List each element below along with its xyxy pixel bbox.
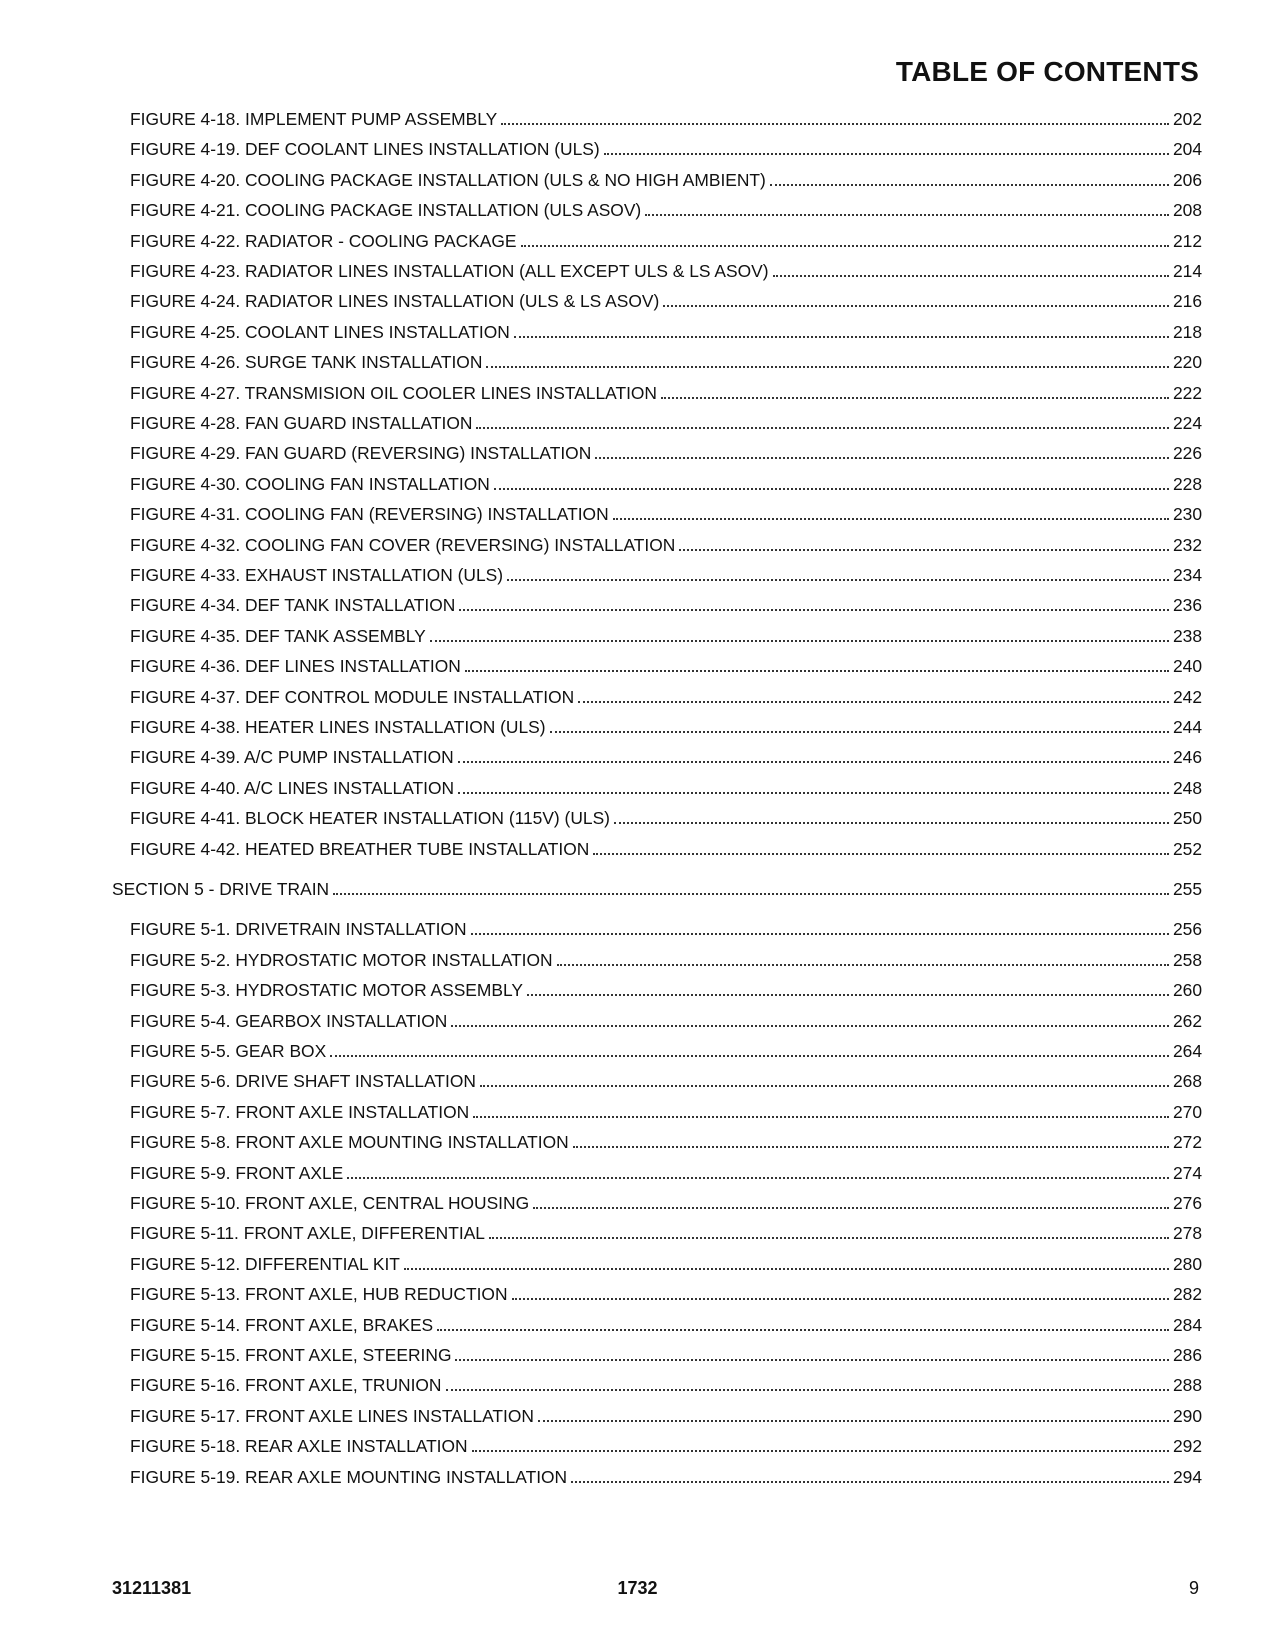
toc-entry-page: 255	[1172, 879, 1202, 899]
toc-entry-page: 214	[1172, 261, 1202, 281]
page-footer	[0, 1578, 1275, 1604]
toc-entry-label: FIGURE 5-17. FRONT AXLE LINES INSTALLATION	[130, 1405, 534, 1426]
toc-entry-page: 288	[1172, 1375, 1202, 1396]
toc-entry-label: FIGURE 4-30. COOLING FAN INSTALLATION	[130, 473, 490, 494]
toc-entry[interactable]	[130, 410, 1202, 434]
toc-entry-label: FIGURE 4-34. DEF TANK INSTALLATION	[130, 595, 456, 616]
dot-leader	[663, 305, 1169, 307]
toc-entry-page: 234	[1172, 565, 1202, 585]
dot-leader	[521, 245, 1169, 247]
toc-entry-page: 268	[1172, 1071, 1202, 1092]
toc-entry[interactable]	[130, 319, 1202, 343]
toc-entry-label: FIGURE 4-28. FAN GUARD INSTALLATION	[130, 413, 473, 433]
dot-leader	[437, 1329, 1169, 1331]
toc-entry[interactable]	[130, 947, 1202, 971]
toc-entry-label: FIGURE 4-38. HEATER LINES INSTALLATION (ULS)	[130, 717, 546, 737]
toc-entry-label: FIGURE 5-13. FRONT AXLE, HUB REDUCTION	[130, 1284, 508, 1305]
toc-entry[interactable]	[130, 1099, 1202, 1123]
toc-entry-label: FIGURE 5-15. FRONT AXLE, STEERING	[130, 1345, 452, 1365]
toc-entry[interactable]	[130, 440, 1202, 464]
toc-entry-label: FIGURE 4-42. HEATED BREATHER TUBE INSTALLATION	[130, 838, 590, 859]
toc-entry[interactable]	[130, 532, 1202, 556]
toc-entry-label: FIGURE 4-24. RADIATOR LINES INSTALLATION (ULS & LS ASOV)	[130, 291, 660, 312]
toc-entry-label: FIGURE 4-22. RADIATOR - COOLING PACKAGE	[130, 230, 517, 251]
toc-entry-label: FIGURE 5-19. REAR AXLE MOUNTING INSTALLATION	[130, 1466, 568, 1487]
toc-entry-label: FIGURE 4-36. DEF LINES INSTALLATION	[130, 656, 461, 677]
toc-entry-page: 218	[1172, 321, 1202, 342]
toc-entry[interactable]	[130, 349, 1202, 373]
dot-leader	[430, 640, 1169, 642]
toc-entry[interactable]	[130, 1312, 1202, 1336]
dot-leader	[404, 1268, 1169, 1270]
dot-leader	[458, 761, 1169, 763]
toc-entry-page: 282	[1172, 1284, 1202, 1305]
toc-entry-page: 222	[1172, 382, 1202, 403]
toc-entry-label: FIGURE 4-27. TRANSMISION OIL COOLER LINES INSTALLATION	[130, 382, 657, 403]
toc-entry-page: 204	[1172, 139, 1202, 160]
toc-entry[interactable]	[130, 1190, 1202, 1214]
dot-leader	[661, 397, 1169, 399]
page-title: TABLE OF CONTENTS	[895, 56, 1199, 87]
toc-entry[interactable]	[130, 1433, 1202, 1457]
document-number: 31211381	[112, 1578, 192, 1598]
toc-entry-page: 242	[1172, 686, 1202, 707]
toc-entry-label: FIGURE 5-6. DRIVE SHAFT INSTALLATION	[130, 1071, 476, 1092]
dot-leader	[527, 994, 1169, 996]
toc-entry-label: FIGURE 4-21. COOLING PACKAGE INSTALLATION (ULS ASOV)	[130, 200, 642, 221]
toc-entry[interactable]	[130, 136, 1202, 160]
dot-leader	[604, 153, 1169, 155]
dot-leader	[514, 336, 1169, 338]
toc-entry-page: 258	[1172, 949, 1202, 970]
dot-leader	[770, 184, 1169, 186]
dot-leader	[489, 1237, 1169, 1239]
toc-entry-label: FIGURE 5-4. GEARBOX INSTALLATION	[130, 1010, 448, 1031]
toc-entry-label: FIGURE 5-18. REAR AXLE INSTALLATION	[130, 1436, 468, 1457]
model-number: 1732	[617, 1578, 658, 1598]
dot-leader	[578, 701, 1169, 703]
toc-entry-page: 264	[1172, 1041, 1202, 1061]
toc-entry-page: 246	[1172, 747, 1202, 768]
toc-entry-label: FIGURE 5-7. FRONT AXLE INSTALLATION	[130, 1101, 470, 1122]
toc-entry-label: FIGURE 4-31. COOLING FAN (REVERSING) INSTALLATION	[130, 504, 609, 525]
toc-entry-page: 226	[1172, 443, 1202, 464]
toc-entry-page: 212	[1172, 230, 1202, 251]
toc-entry-page: 262	[1172, 1010, 1202, 1031]
dot-leader	[571, 1481, 1169, 1483]
toc-entry-page: 232	[1172, 534, 1202, 555]
dot-leader	[476, 427, 1169, 429]
toc-entry-page: 284	[1172, 1314, 1202, 1335]
toc-entry[interactable]	[130, 775, 1202, 799]
toc-entry-page: 278	[1172, 1223, 1202, 1244]
toc-entry-page: 270	[1172, 1101, 1202, 1122]
toc-entry-page: 208	[1172, 200, 1202, 221]
toc-entry-label: FIGURE 5-2. HYDROSTATIC MOTOR INSTALLATION	[130, 949, 553, 970]
toc-entry-label: FIGURE 5-16. FRONT AXLE, TRUNION	[130, 1375, 442, 1396]
toc-entry[interactable]	[130, 471, 1202, 495]
toc-entry[interactable]	[130, 653, 1202, 677]
dot-leader	[595, 457, 1169, 459]
toc-entry-page: 236	[1172, 595, 1202, 616]
toc-entry-label: FIGURE 4-32. COOLING FAN COVER (REVERSING) INSTALLATION	[130, 534, 676, 555]
toc-entry-page: 274	[1172, 1162, 1202, 1183]
dot-leader	[459, 609, 1169, 611]
toc-entry-page: 202	[1172, 109, 1202, 129]
toc-entry-page: 292	[1172, 1436, 1202, 1457]
toc-entry[interactable]	[130, 1281, 1202, 1305]
toc-entry-label: FIGURE 4-23. RADIATOR LINES INSTALLATION (ALL EXCEPT ULS & LS ASOV)	[130, 261, 769, 281]
toc-entry-page: 294	[1172, 1466, 1202, 1487]
toc-entry[interactable]	[130, 836, 1202, 860]
dot-leader	[486, 366, 1169, 368]
toc-entry[interactable]	[130, 197, 1202, 221]
toc-entry-label: FIGURE 5-1. DRIVETRAIN INSTALLATION	[130, 919, 467, 940]
toc-entry[interactable]	[130, 805, 1202, 829]
toc-entry-label: FIGURE 4-29. FAN GUARD (REVERSING) INSTALLATION	[130, 443, 592, 464]
toc-entry-page: 272	[1172, 1132, 1202, 1153]
toc-entry-page: 230	[1172, 504, 1202, 525]
toc-entry-label: FIGURE 5-5. GEAR BOX	[130, 1041, 327, 1061]
toc-entry-page: 206	[1172, 169, 1202, 190]
dot-leader	[446, 1389, 1169, 1391]
dot-leader	[458, 792, 1169, 794]
toc-entry[interactable]	[130, 1220, 1202, 1244]
dot-leader	[773, 275, 1169, 277]
dot-leader	[613, 518, 1169, 520]
dot-leader	[455, 1359, 1169, 1361]
toc-entry[interactable]	[130, 380, 1202, 404]
toc-entry[interactable]	[130, 1372, 1202, 1396]
toc-entry-label: FIGURE 5-14. FRONT AXLE, BRAKES	[130, 1314, 434, 1335]
dot-leader	[473, 1116, 1169, 1118]
toc-entry[interactable]	[130, 258, 1202, 282]
toc-entry-page: 220	[1172, 352, 1202, 373]
toc-entry[interactable]	[130, 1342, 1202, 1366]
toc-entry-label: FIGURE 5-10. FRONT AXLE, CENTRAL HOUSING	[130, 1193, 530, 1213]
toc-entry[interactable]	[130, 916, 1202, 940]
toc-entry[interactable]	[130, 592, 1202, 616]
toc-entry-page: 290	[1172, 1405, 1202, 1426]
toc-section-entry[interactable]	[112, 876, 1202, 900]
dot-leader	[471, 933, 1169, 935]
toc-entry[interactable]	[130, 228, 1202, 252]
dot-leader	[533, 1207, 1169, 1209]
dot-leader	[347, 1177, 1169, 1179]
dot-leader	[451, 1025, 1169, 1027]
dot-leader	[679, 549, 1169, 551]
toc-entry-label: FIGURE 4-18. IMPLEMENT PUMP ASSEMBLY	[130, 109, 498, 129]
toc-entry[interactable]	[130, 1038, 1202, 1062]
toc-entry-label: FIGURE 4-40. A/C LINES INSTALLATION	[130, 777, 455, 798]
toc-entry-label: FIGURE 5-11. FRONT AXLE, DIFFERENTIAL	[130, 1223, 485, 1244]
toc-entry-label: FIGURE 5-12. DIFFERENTIAL KIT	[130, 1253, 400, 1274]
toc-entry-label: FIGURE 4-41. BLOCK HEATER INSTALLATION (115V) (ULS)	[130, 808, 610, 829]
toc-entry-page: 250	[1172, 808, 1202, 829]
dot-leader	[614, 822, 1169, 824]
toc-entry-page: 260	[1172, 980, 1202, 1001]
toc-entry[interactable]	[130, 1129, 1202, 1153]
toc-entry-label: FIGURE 4-19. DEF COOLANT LINES INSTALLATION (ULS)	[130, 139, 600, 160]
toc-entry[interactable]	[130, 977, 1202, 1001]
toc-entry-label: FIGURE 4-35. DEF TANK ASSEMBLY	[130, 625, 426, 646]
toc-entry[interactable]	[130, 501, 1202, 525]
toc-entry-label: FIGURE 5-3. HYDROSTATIC MOTOR ASSEMBLY	[130, 980, 523, 1001]
dot-leader	[472, 1450, 1169, 1452]
toc-entry-page: 248	[1172, 777, 1202, 798]
toc-entry-page: 224	[1172, 413, 1202, 433]
toc-entry[interactable]	[130, 1068, 1202, 1092]
dot-leader	[593, 853, 1169, 855]
dot-leader	[573, 1146, 1169, 1148]
toc-entry-page: 244	[1172, 717, 1202, 737]
toc-entry[interactable]	[130, 684, 1202, 708]
toc-entry-label: FIGURE 4-37. DEF CONTROL MODULE INSTALLATION	[130, 686, 575, 707]
toc-entry[interactable]	[130, 623, 1202, 647]
toc-entry-label: SECTION 5 - DRIVE TRAIN	[112, 879, 330, 899]
toc-entry-page: 280	[1172, 1253, 1202, 1274]
toc-entry-page: 286	[1172, 1345, 1202, 1365]
toc-entry[interactable]	[130, 1403, 1202, 1427]
page-number: 9	[1188, 1578, 1199, 1598]
toc-entry-label: FIGURE 5-9. FRONT AXLE	[130, 1162, 344, 1183]
toc-entry-label: FIGURE 4-33. EXHAUST INSTALLATION (ULS)	[130, 565, 504, 585]
dot-leader	[333, 893, 1169, 895]
dot-leader	[494, 488, 1169, 490]
toc-entry-label: FIGURE 4-20. COOLING PACKAGE INSTALLATION (ULS & NO HIGH AMBIENT)	[130, 169, 766, 190]
toc-entry-page: 240	[1172, 656, 1202, 677]
toc-entry[interactable]	[130, 744, 1202, 768]
dot-leader	[501, 123, 1169, 125]
dot-leader	[512, 1298, 1169, 1300]
dot-leader	[645, 214, 1169, 216]
toc-entry[interactable]	[130, 106, 1202, 130]
dot-leader	[550, 731, 1169, 733]
toc-entry[interactable]	[130, 562, 1202, 586]
toc-entry-page: 216	[1172, 291, 1202, 312]
toc-entry-label: FIGURE 4-26. SURGE TANK INSTALLATION	[130, 352, 483, 373]
dot-leader	[557, 964, 1169, 966]
dot-leader	[465, 670, 1169, 672]
toc-entry-page: 252	[1172, 838, 1202, 859]
dot-leader	[538, 1420, 1169, 1422]
toc-entry-page: 228	[1172, 473, 1202, 494]
toc-entry-page: 276	[1172, 1193, 1202, 1213]
toc-entry[interactable]	[130, 167, 1202, 191]
toc-entry[interactable]	[130, 288, 1202, 312]
toc-entry[interactable]	[130, 1008, 1202, 1032]
dot-leader	[480, 1085, 1169, 1087]
toc-entry-label: FIGURE 4-39. A/C PUMP INSTALLATION	[130, 747, 454, 768]
toc-entry[interactable]	[130, 1251, 1202, 1275]
toc-entry[interactable]	[130, 1464, 1202, 1488]
toc-entry[interactable]	[130, 1160, 1202, 1184]
toc-entry-label: FIGURE 4-25. COOLANT LINES INSTALLATION	[130, 321, 510, 342]
toc-entry[interactable]	[130, 714, 1202, 738]
toc-entry-page: 256	[1172, 919, 1202, 940]
toc-entry-label: FIGURE 5-8. FRONT AXLE MOUNTING INSTALLATION	[130, 1132, 569, 1153]
dot-leader	[507, 579, 1169, 581]
dot-leader	[330, 1055, 1169, 1057]
toc-entry-page: 238	[1172, 625, 1202, 646]
